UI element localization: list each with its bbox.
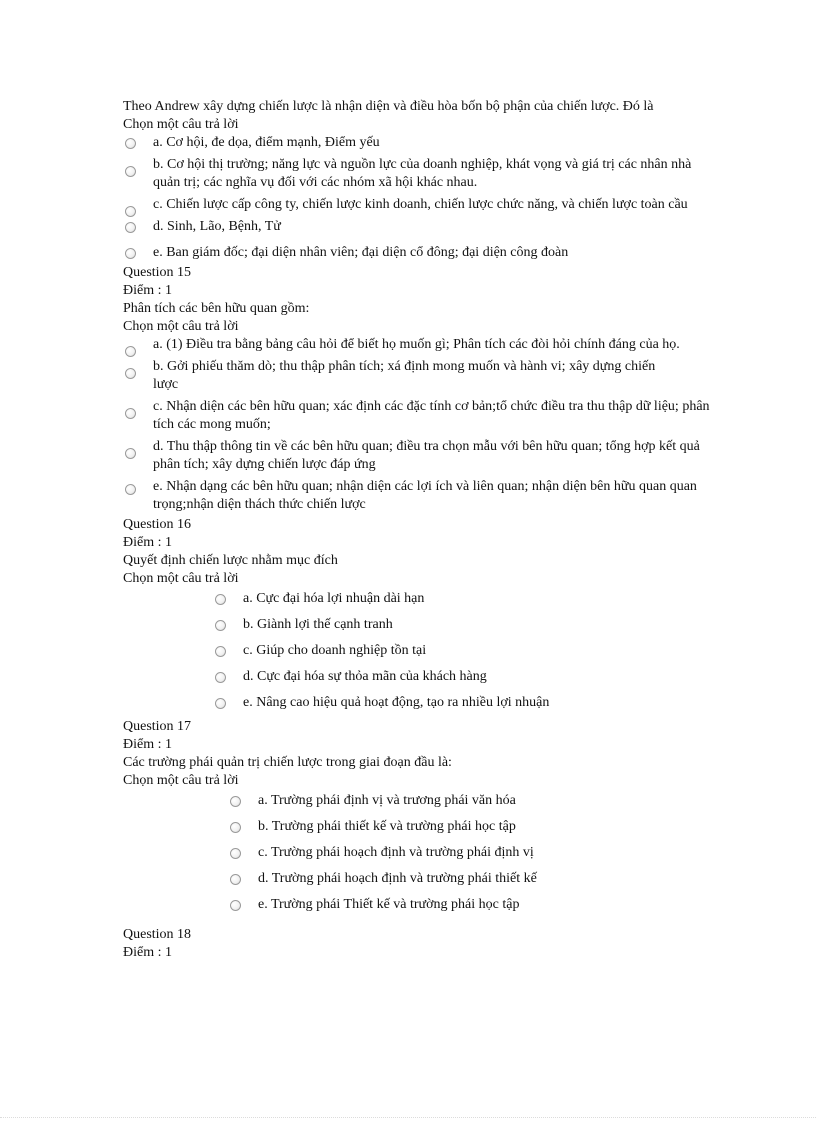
option-label: e. Ban giám đốc; đại diện nhân viên; đại diện cổ đông; đại diện công đoàn [153, 245, 569, 260]
page-bottom-divider [0, 1117, 816, 1118]
radio-button[interactable] [125, 484, 136, 495]
option-label: b. Cơ hội thị trường; năng lực và nguồn lực của doanh nghiệp, khát vọng và giá trị các nhân nhà quản trị; các nghĩa vụ đối với các nhóm xã hội khác nhau. [153, 157, 692, 190]
radio-button[interactable] [215, 594, 226, 605]
answer-option-e[interactable] [123, 244, 688, 262]
answer-option-a[interactable] [123, 134, 688, 152]
radio-button[interactable] [125, 368, 136, 379]
option-label: d. Sinh, Lão, Bệnh, Tử [153, 219, 281, 234]
answer-options [228, 792, 688, 914]
question-number: Question 18 [123, 927, 192, 942]
radio-button[interactable] [125, 448, 136, 459]
answer-option-b[interactable] [123, 358, 673, 394]
answer-instruction: Chọn một câu trả lời [123, 117, 239, 132]
question-17 [123, 718, 688, 914]
question-16 [123, 516, 688, 712]
question-number: Question 16 [123, 517, 192, 532]
quiz-page [123, 98, 710, 962]
question-prompt: Các trường phái quản trị chiến lược trong giai đoạn đầu là: [123, 755, 452, 770]
radio-button[interactable] [215, 698, 226, 709]
answer-instruction: Chọn một câu trả lời [123, 571, 239, 586]
radio-button[interactable] [215, 620, 226, 631]
option-label: c. Trường phái hoạch định và trường phái định vị [258, 845, 534, 860]
answer-option-e[interactable] [228, 896, 688, 914]
question-score: Điểm : 1 [123, 535, 172, 550]
radio-button[interactable] [230, 900, 241, 911]
option-label: b. Gởi phiếu thăm dò; thu thập phân tích; xá định mong muốn và hành vi; xây dựng chiến lược [153, 359, 656, 392]
radio-button[interactable] [125, 206, 136, 217]
option-label: a. Cơ hội, đe dọa, điểm mạnh, Điểm yếu [153, 135, 380, 150]
option-label: d. Thu thập thông tin về các bên hữu quan; điều tra chọn mẫu với bên hữu quan; tổng hợp kết quả phân tích; xây dựng chiến lược đáp ứng [153, 439, 700, 472]
answer-instruction: Chọn một câu trả lời [123, 773, 239, 788]
answer-option-e[interactable] [123, 478, 698, 514]
answer-option-b[interactable] [123, 156, 713, 192]
radio-button[interactable] [230, 796, 241, 807]
answer-option-b[interactable] [213, 616, 688, 634]
answer-option-c[interactable] [213, 642, 688, 660]
answer-option-b[interactable] [228, 818, 688, 836]
answer-option-e[interactable] [213, 694, 688, 712]
option-label: a. Trường phái định vị và trương phái văn hóa [258, 793, 516, 808]
question-score: Điểm : 1 [123, 945, 172, 960]
question-prompt: Phân tích các bên hữu quan gồm: [123, 301, 310, 316]
radio-button[interactable] [230, 874, 241, 885]
question-15 [123, 264, 710, 514]
answer-option-a[interactable] [213, 590, 688, 608]
option-label: b. Trường phái thiết kế và trường phái học tập [258, 819, 516, 834]
option-label: a. Cực đại hóa lợi nhuận dài hạn [243, 591, 425, 606]
option-label: d. Cực đại hóa sự thỏa mãn của khách hàng [243, 669, 487, 684]
answer-options [213, 590, 688, 712]
answer-option-a[interactable] [228, 792, 688, 810]
answer-option-c[interactable] [228, 844, 688, 862]
option-label: c. Chiến lược cấp công ty, chiến lược kinh doanh, chiến lược chức năng, và chiến lược toàn cầu [153, 197, 688, 212]
question-score: Điểm : 1 [123, 737, 172, 752]
answer-option-a[interactable] [123, 336, 688, 354]
answer-option-d[interactable] [123, 218, 688, 236]
answer-option-d[interactable] [123, 438, 715, 474]
option-label: b. Giành lợi thế cạnh tranh [243, 617, 393, 632]
radio-button[interactable] [215, 646, 226, 657]
radio-button[interactable] [230, 822, 241, 833]
option-label: c. Nhận diện các bên hữu quan; xác định các đặc tính cơ bản;tổ chức điều tra thu thập dữ liệu; phân tích các mong muốn; [153, 399, 710, 432]
answer-option-c[interactable] [123, 196, 693, 214]
answer-option-d[interactable] [228, 870, 688, 888]
option-label: d. Trường phái hoạch định và trường phái thiết kế [258, 871, 537, 886]
answer-option-d[interactable] [213, 668, 688, 686]
option-label: c. Giúp cho doanh nghiệp tồn tại [243, 643, 427, 658]
radio-button[interactable] [125, 222, 136, 233]
radio-button[interactable] [230, 848, 241, 859]
question-prompt: Quyết định chiến lược nhằm mục đích [123, 553, 338, 568]
answer-option-c[interactable] [123, 398, 715, 434]
question-score: Điểm : 1 [123, 283, 172, 298]
option-label: a. (1) Điều tra bằng bảng câu hỏi để biết họ muốn gì; Phân tích các đòi hỏi chính đáng của họ. [153, 337, 680, 352]
answer-instruction: Chọn một câu trả lời [123, 319, 239, 334]
radio-button[interactable] [125, 248, 136, 259]
radio-button[interactable] [125, 138, 136, 149]
question-18 [123, 926, 688, 962]
option-label: e. Trường phái Thiết kế và trường phái học tập [258, 897, 520, 912]
question-number: Question 17 [123, 719, 192, 734]
question-number: Question 15 [123, 265, 192, 280]
question-14 [123, 98, 692, 262]
radio-button[interactable] [125, 408, 136, 419]
radio-button[interactable] [125, 346, 136, 357]
radio-button[interactable] [215, 672, 226, 683]
option-label: e. Nâng cao hiệu quả hoạt động, tạo ra nhiều lợi nhuận [243, 695, 550, 710]
radio-button[interactable] [125, 166, 136, 177]
option-label: e. Nhận dạng các bên hữu quan; nhận diện các lợi ích và liên quan; nhận diện bên hữu quan quan trọng;nhận diện thách thức chiến lược [153, 479, 697, 512]
question-prompt: Theo Andrew xây dựng chiến lược là nhận diện và điều hòa bốn bộ phận của chiến lược. Đó là [123, 99, 654, 114]
